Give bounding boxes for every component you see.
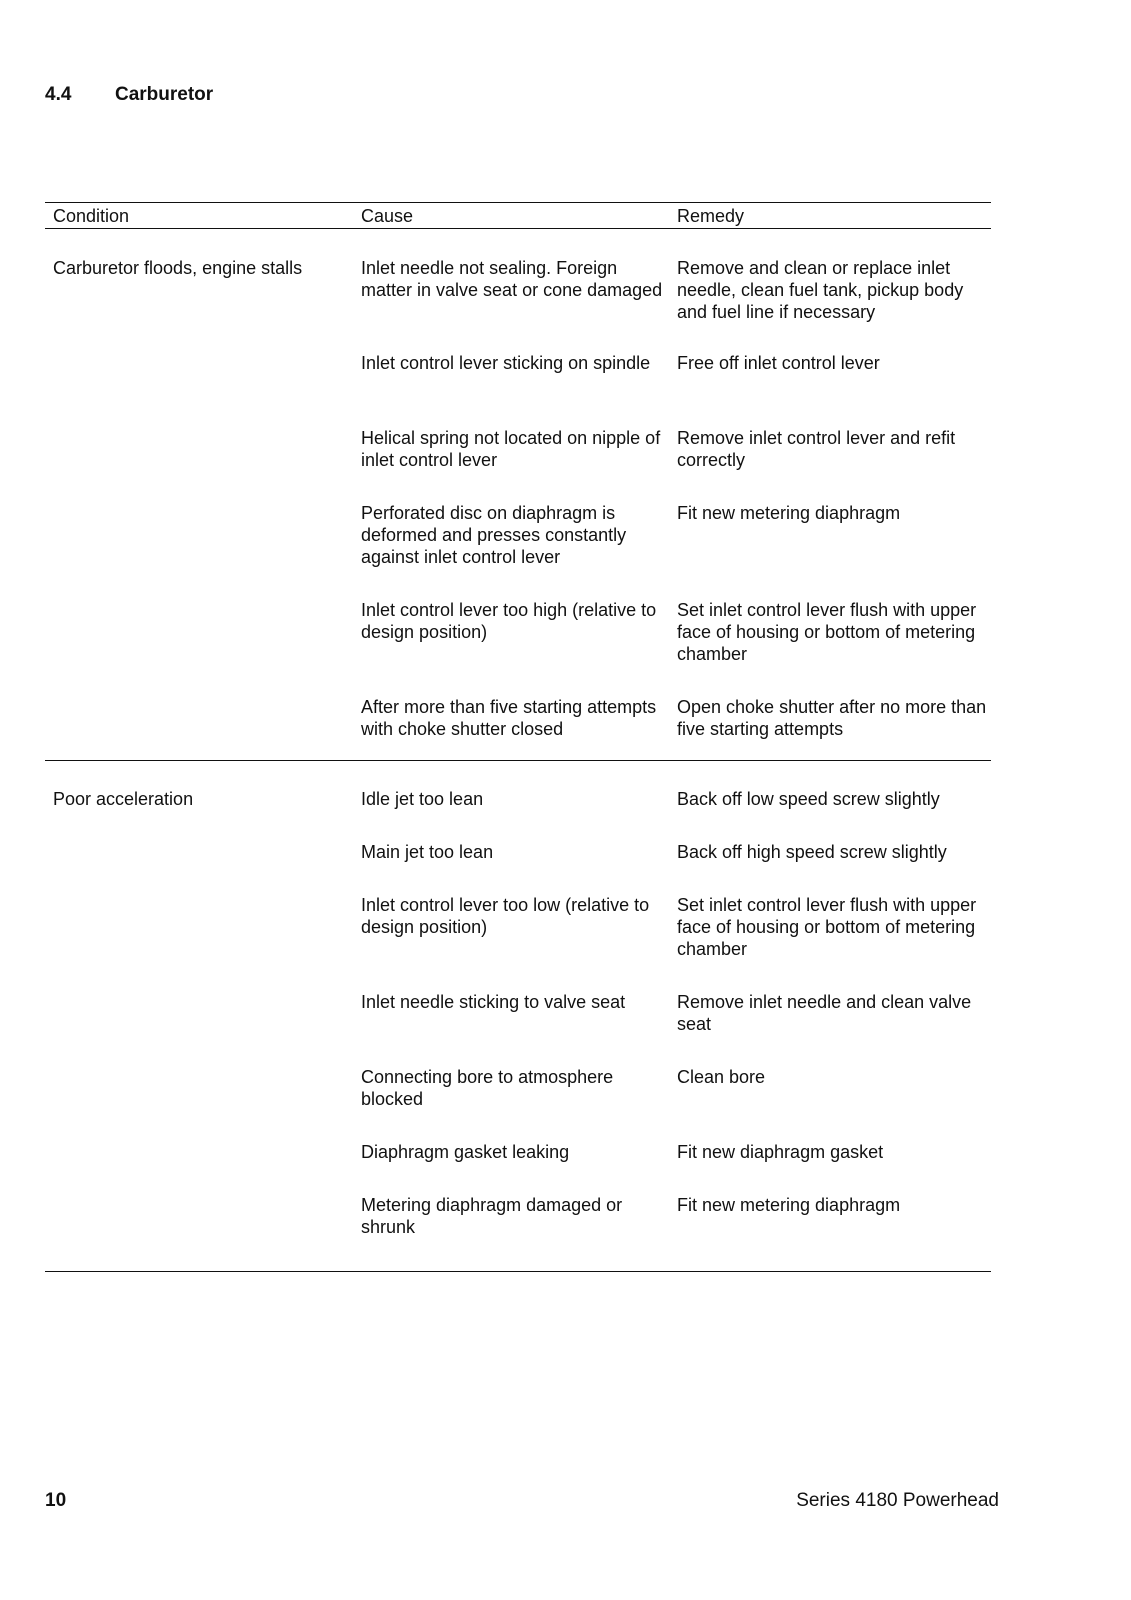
- table-row: [361, 257, 991, 352]
- header-condition: Condition: [53, 206, 130, 226]
- troubleshooting-table: [45, 202, 991, 1272]
- table-row: [361, 894, 991, 991]
- cause-remedy-list: [361, 788, 991, 1238]
- table-row: [361, 1066, 991, 1141]
- table-row: [45, 257, 991, 740]
- cause-cell: Connecting bore to atmosphere blocked: [361, 1067, 614, 1109]
- section-number: 4.4: [45, 84, 72, 105]
- remedy-cell: Set inlet control lever flush with upper face of housing or bottom of metering chamber: [677, 895, 977, 959]
- remedy-cell: Remove and clean or replace inlet needle, clean fuel tank, pickup body and fuel line if necessary: [677, 258, 964, 322]
- cause-cell: Inlet needle sticking to valve seat: [361, 992, 626, 1012]
- condition-group: [45, 761, 991, 1271]
- cause-remedy-list: [361, 257, 991, 740]
- table-row: [361, 1141, 991, 1194]
- remedy-cell: Remove inlet control lever and refit correctly: [677, 428, 956, 470]
- cause-cell: Inlet control lever sticking on spindle: [361, 353, 651, 373]
- table-row: [361, 1194, 991, 1238]
- remedy-cell: Set inlet control lever flush with upper face of housing or bottom of metering chamber: [677, 600, 977, 664]
- section-title: Carburetor: [115, 84, 214, 105]
- remedy-cell: Back off low speed screw slightly: [677, 789, 940, 809]
- cause-cell: Main jet too lean: [361, 842, 494, 862]
- cause-cell: Diaphragm gasket leaking: [361, 1142, 570, 1162]
- table-row: [361, 352, 991, 427]
- remedy-cell: Fit new diaphragm gasket: [677, 1142, 884, 1162]
- section-heading: [45, 84, 213, 106]
- table-row: [45, 788, 991, 1238]
- remedy-cell: Fit new metering diaphragm: [677, 503, 901, 523]
- table-bottom-rule: [45, 1271, 991, 1272]
- remedy-cell: Clean bore: [677, 1067, 766, 1087]
- condition-group: [45, 229, 991, 760]
- cause-cell: Helical spring not located on nipple of inlet control lever: [361, 428, 661, 470]
- cause-cell: Inlet control lever too low (relative to design position): [361, 895, 650, 937]
- table-row: [361, 427, 991, 502]
- condition-cell: Carburetor floods, engine stalls: [53, 258, 303, 278]
- cause-cell: Idle jet too lean: [361, 789, 484, 809]
- cause-cell: Inlet needle not sealing. Foreign matter in valve seat or cone damaged: [361, 258, 663, 300]
- header-remedy: Remedy: [677, 206, 745, 226]
- table-row: [361, 788, 991, 841]
- remedy-cell: Back off high speed screw slightly: [677, 842, 947, 862]
- table-row: [361, 696, 991, 740]
- table-row: [361, 841, 991, 894]
- cause-cell: Metering diaphragm damaged or shrunk: [361, 1195, 623, 1237]
- remedy-cell: Remove inlet needle and clean valve seat: [677, 992, 972, 1034]
- table-row: [361, 991, 991, 1066]
- cause-cell: After more than five starting attempts with choke shutter closed: [361, 697, 657, 739]
- header-cause: Cause: [361, 206, 414, 226]
- cause-cell: Inlet control lever too high (relative to design position): [361, 600, 657, 642]
- table-header-row: [45, 203, 991, 228]
- remedy-cell: Open choke shutter after no more than five starting attempts: [677, 697, 987, 739]
- document-title: Series 4180 Powerhead: [796, 1490, 999, 1511]
- remedy-cell: Fit new metering diaphragm: [677, 1195, 901, 1215]
- remedy-cell: Free off inlet control lever: [677, 353, 880, 373]
- table-row: [361, 502, 991, 599]
- condition-cell: Poor acceleration: [53, 789, 194, 809]
- cause-cell: Perforated disc on diaphragm is deformed and presses constantly against inlet control lever: [361, 503, 627, 567]
- page-number: 10: [45, 1490, 67, 1511]
- table-row: [361, 599, 991, 696]
